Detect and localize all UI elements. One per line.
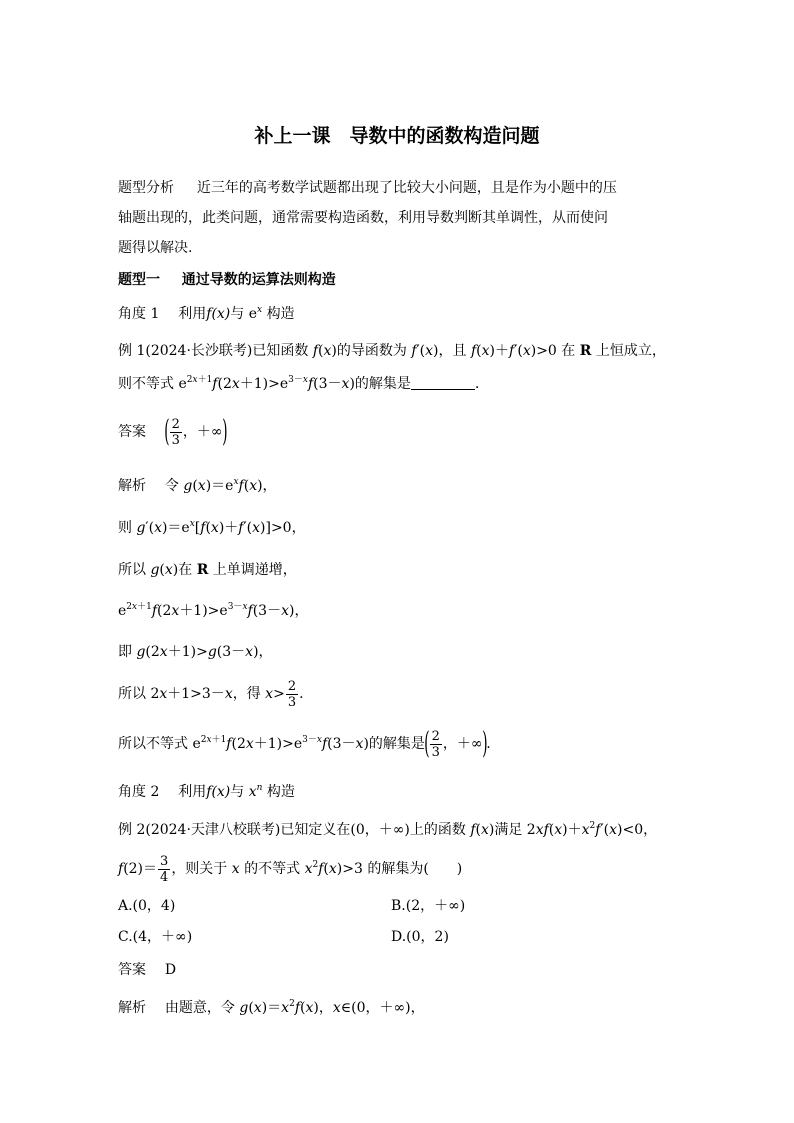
- ex2-option-c: C.(4，＋∞): [118, 929, 193, 945]
- angle2-fx: f(x): [206, 784, 231, 800]
- angle1-exp: x: [257, 305, 263, 315]
- ex1-sol-line-6: 所以 2x＋1>3－x，得 x> $\frac{2}{3}$ .: [118, 678, 304, 710]
- ex1-answer-fraction: [170, 418, 182, 447]
- ex1-sol-line-3: 所以 g(x)在 R 上单调递增，: [118, 562, 297, 578]
- answer-blank: [411, 375, 475, 390]
- ex2-source: (2024·天津八校联考): [145, 822, 281, 838]
- page-title: 补上一课 导数中的函数构造问题: [254, 125, 540, 147]
- intro-line-1: [118, 178, 617, 198]
- ex1-sol-label: 解析: [118, 478, 146, 494]
- ex2-sol-label: 解析: [118, 1000, 146, 1016]
- ex1-conclusion-den: 3: [431, 744, 440, 760]
- ex1-label: 例 1: [118, 343, 146, 359]
- ex1-answer-num: 2: [171, 416, 180, 432]
- intro-label: 题型分析: [118, 180, 174, 196]
- ex2-f2-fraction: [158, 855, 170, 884]
- angle2-end: 构造: [266, 784, 295, 800]
- angle1-label: 角度 1: [118, 306, 160, 322]
- angle1-end: 构造: [266, 306, 295, 322]
- ex1-answer-tail: ，＋∞: [182, 424, 223, 440]
- ex1-line-1: 例 1(2024·长沙联考)已知函数 f(x)的导函数为 f′(x)，且 f(x)＋f′(x)>0 在 R 上恒成立，: [118, 343, 666, 359]
- ex2-sol-line-1: 解析 由题意，令 $g(x)=x^2f(x)$，x∈(0，＋∞)，: [118, 999, 425, 1016]
- ex2-answer: [118, 960, 176, 980]
- angle2-exp: n: [256, 783, 263, 793]
- ex2-option-d: D.(0，2): [391, 929, 449, 945]
- ex1-answer: 答案 ( $\frac{2}{3}$ ，＋∞): [118, 414, 228, 449]
- angle1-text: 利用: [178, 306, 207, 322]
- ex1-conclusion-num: 2: [431, 728, 440, 744]
- ex1-sol-line-7: 所以不等式 $e^{2x+1}f(2x+1)>e^{3-x}f(3-x)$的解集是( $\frac{2}{3}$ ，＋∞).: [118, 726, 491, 761]
- ex1-answer-label: 答案: [118, 424, 146, 440]
- angle1-base: e: [248, 306, 258, 322]
- ex1-conclusion-fraction: [430, 730, 442, 759]
- angle1-mid: 与: [230, 306, 245, 322]
- ex1-sol-fraction: [286, 680, 298, 709]
- type1-title: 通过导数的运算法则构造: [181, 272, 336, 288]
- ex2-answer-value: D: [164, 962, 177, 978]
- ex2-line-1: 例 2(2024·天津八校联考)已知定义在(0，＋∞)上的函数 f(x)满足 $2xf(x)+x^2f'(x)<0$，: [118, 821, 658, 838]
- ex2-option-b: B.(2，＋∞): [391, 898, 466, 914]
- ex1-conclusion-text2: 的解集是: [368, 736, 425, 752]
- intro-line-3: 题得以解决.: [118, 240, 193, 256]
- angle2-mid: 与: [230, 784, 245, 800]
- section-heading-type1: [118, 270, 336, 290]
- intro-line-2: 轴题出现的，此类问题，通常需要构造函数，利用导数判断其单调性，从而使问: [118, 210, 608, 226]
- ex2-label: 例 2: [118, 822, 146, 838]
- ex2-f2-num: 3: [160, 853, 169, 869]
- ex2-line-2: f(2)＝ $\frac{3}{4}$ ，则关于 x 的不等式 $x^2f(x)>3$ 的解集为( ): [118, 853, 463, 885]
- intro-text-1: 近三年的高考数学试题都出现了比较大小问题，且是作为小题中的压: [196, 180, 617, 196]
- ex1-source: (2024·长沙联考): [145, 343, 253, 359]
- angle2-heading: [118, 782, 295, 802]
- ex2-answer-label: 答案: [118, 962, 146, 978]
- angle2-label: 角度 2: [118, 784, 160, 800]
- ex1-conclusion-inf: ，＋∞: [442, 736, 483, 752]
- ex2-option-a: A.(0，4): [118, 898, 176, 914]
- type1-label: 题型一: [118, 272, 160, 288]
- ex1-sol-frac-den: 3: [287, 694, 297, 710]
- ex1-conclusion-text: 所以不等式: [118, 736, 188, 752]
- ex1-answer-den: 3: [171, 432, 180, 448]
- angle1-fx: f(x): [206, 306, 231, 322]
- angle2-base: x: [248, 784, 257, 800]
- ex1-sol-line-4: $e^{2x+1}f(2x+1)>e^{3-x}f(3-x)$，: [118, 602, 309, 619]
- ex1-sol-line-5: 即 g(2x＋1)>g(3－x)，: [118, 644, 273, 660]
- ex2-f2-den: 4: [160, 869, 169, 885]
- ex1-sol-frac-num: 2: [287, 678, 297, 694]
- angle1-heading: [118, 304, 295, 324]
- ex1-line-2: 则不等式 $e^{2x+1}f(2x+1)>e^{3-x}f(3-x)$的解集是 .: [118, 375, 480, 392]
- angle2-text: 利用: [178, 784, 207, 800]
- ex1-sol-line-1: 解析 令 $g(x)=e^xf(x)$，: [118, 477, 277, 494]
- ex1-sol-line-2: 则 $g'(x)=e^x[f(x)+f'(x)]>0$，: [118, 519, 306, 536]
